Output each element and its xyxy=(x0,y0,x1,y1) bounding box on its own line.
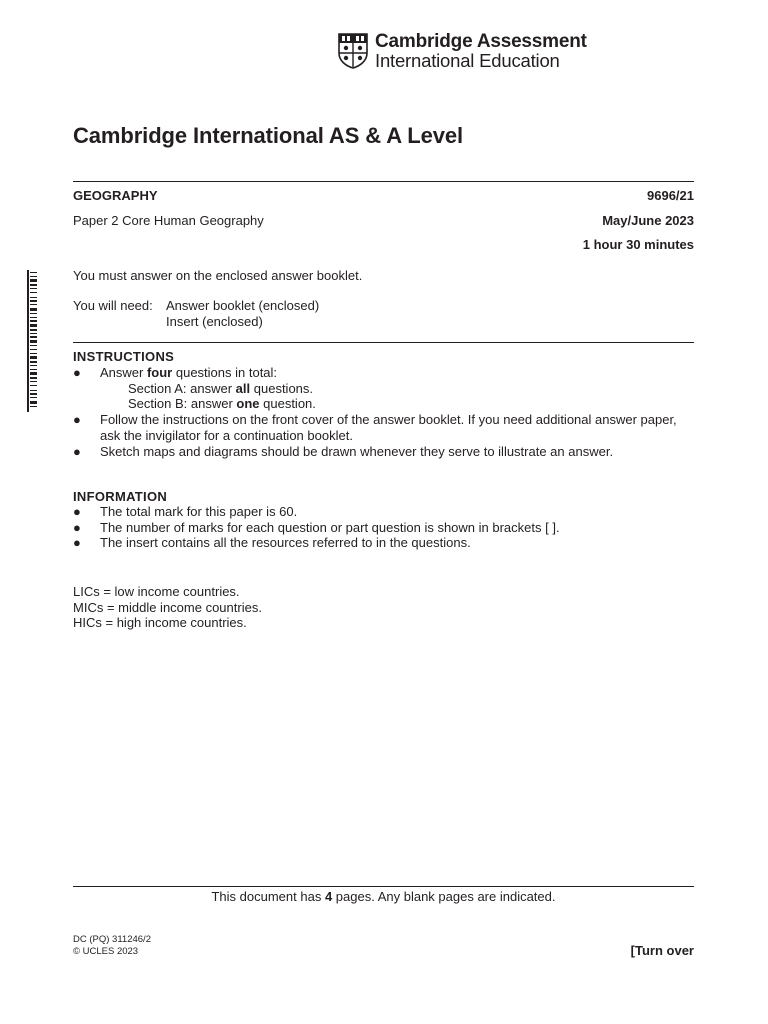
instructions-list xyxy=(73,365,694,459)
sub-item: Section B: answer one question. xyxy=(128,396,316,412)
exam-session: May/June 2023 xyxy=(602,213,694,228)
list-item: ● The insert contains all the resources referred to in the questions. xyxy=(73,535,471,551)
copyright: © UCLES 2023 xyxy=(73,946,139,957)
cambridge-logo xyxy=(338,32,587,70)
bullet-icon: ● xyxy=(73,535,81,551)
need-label: You will need: xyxy=(73,298,153,313)
bullet-icon: ● xyxy=(73,443,81,459)
abbreviation: LICs = low income countries. xyxy=(73,584,240,599)
bullet-icon: ● xyxy=(73,412,81,428)
sub-item: Section A: answer all questions. xyxy=(128,380,314,396)
information-heading: INFORMATION xyxy=(73,489,168,504)
instructions-heading: INSTRUCTIONS xyxy=(73,349,175,364)
document-code xyxy=(73,934,151,958)
need-item: Answer booklet (enclosed) xyxy=(166,298,320,313)
logo-line-2: International Education xyxy=(375,50,560,71)
header-divider xyxy=(73,181,694,182)
list-item: ● The number of marks for each question or part question is shown in brackets [ ]. xyxy=(73,519,560,535)
abbreviation: MICs = middle income countries. xyxy=(73,599,262,615)
paper-name: Paper 2 Core Human Geography xyxy=(73,213,264,228)
page-count-note: This document has 4 pages. Any blank pages are indicated. xyxy=(211,889,556,904)
footer-divider xyxy=(73,886,694,887)
bullet-icon: ● xyxy=(73,519,81,535)
need-item: Insert (enclosed) xyxy=(166,313,263,329)
instructions-divider xyxy=(73,342,694,343)
cambridge-shield-icon xyxy=(338,33,368,69)
need-items xyxy=(166,298,319,329)
list-item: ● The total mark for this paper is 60. xyxy=(73,504,298,519)
information-list xyxy=(73,504,694,551)
answer-note: You must answer on the enclosed answer booklet. xyxy=(73,268,363,283)
paper-code: 9696/21 xyxy=(647,188,694,203)
turn-over: [Turn over xyxy=(630,943,694,958)
bullet-icon: ● xyxy=(73,504,81,519)
list-item: ● Follow the instructions on the front cover of the answer booklet. If you need additional answer paper, ask the invigilator for a continuation booklet. xyxy=(73,412,677,443)
logo-line-1: Cambridge Assessment xyxy=(375,31,587,52)
barcode-icon xyxy=(27,270,37,412)
dc-code: DC (PQ) 311246/2 xyxy=(73,934,151,945)
document-title: Cambridge International AS & A Level xyxy=(73,123,464,148)
abbreviations xyxy=(73,584,262,631)
list-item: ● Sketch maps and diagrams should be drawn whenever they serve to illustrate an answer. xyxy=(73,443,614,459)
exam-duration: 1 hour 30 minutes xyxy=(582,237,694,252)
abbreviation: HICs = high income countries. xyxy=(73,615,247,631)
subject: GEOGRAPHY xyxy=(73,188,158,203)
bullet-icon: ● xyxy=(73,365,81,380)
list-item: ● Answer four questions in total: Section A: answer all questions. Section B: answer one question. xyxy=(73,365,694,412)
